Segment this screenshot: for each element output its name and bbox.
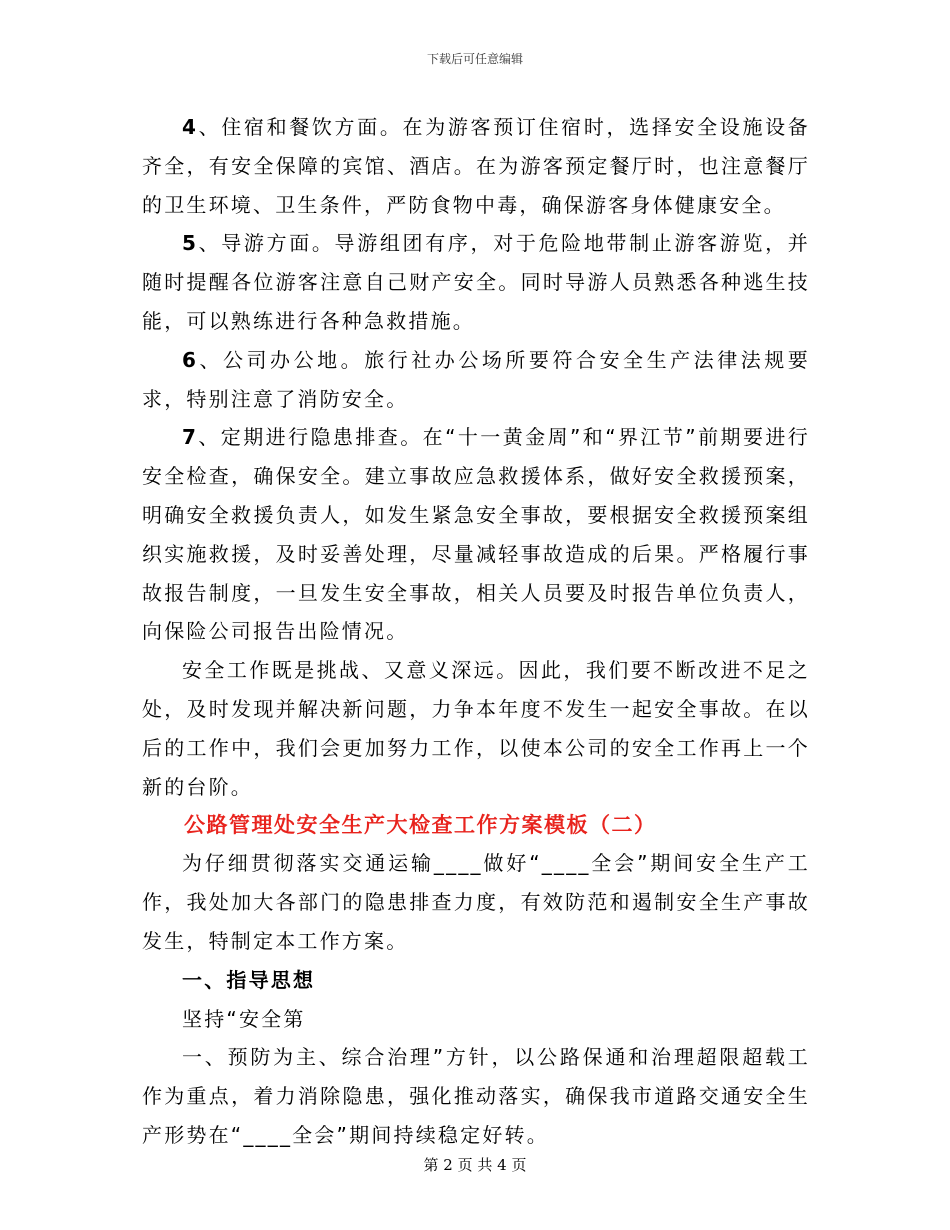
paragraph-text: 、公司办公地。旅行社办公场所要符合安全生产法律法规要求，特别注意了消防安全。 [142, 347, 810, 411]
item-number: 6 [182, 347, 199, 372]
paragraph-4 [142, 108, 810, 224]
paragraph-6 [142, 341, 810, 419]
paragraph-7 [142, 418, 810, 651]
paragraph-5 [142, 224, 810, 340]
document-body [142, 108, 810, 1155]
item-number: 5 [182, 231, 199, 256]
paragraph-conclusion [142, 651, 810, 806]
section-title: 公路管理处安全生产大检查工作方案模板（二） [184, 813, 657, 838]
paragraph-text: 、导游方面。导游组团有序，对于危险地带制止游客游览，并随时提醒各位游客注意自己财产安全。同时导游人员熟悉各种逃生技能，可以熟练进行各种急救措施。 [142, 231, 810, 333]
intro-paragraph: 为仔细贯彻落实交通运输____做好“____全会”期间安全生产工作，我处加大各部门的隐患排查力度，有效防范和遏制安全生产事故发生，特制定本工作方案。 [142, 851, 810, 953]
paragraph-text: 安全工作既是挑战、又意义深远。因此，我们要不断改进不足之处，及时发现并解决新问题，力争本年度不发生一起安全事故。在以后的工作中，我们会更加努力工作，以使本公司的安全工作再上一个新的台阶。 [142, 658, 810, 799]
item-number: 4 [182, 115, 199, 139]
page-header: 下载后可任意编辑 [426, 52, 523, 66]
paragraph-line-2: 一、预防为主、综合治理”方针，以公路保通和治理超限超载工作为重点，着力消除隐患，强化推动落实，确保我市道路交通安全生产形势在“____全会”期间持续稳定好转。 [142, 1045, 810, 1147]
item-number: 7 [182, 425, 199, 450]
paragraph-line-1: 坚持“安全第 [182, 1006, 306, 1031]
paragraph-text: 、定期进行隐患排查。在“十一黄金周”和“界江节”前期要进行安全检查，确保安全。建立事故应急救援体系，做好安全救援预案，明确安全救援负责人，如发生紧急安全事故，要根据安全救援预案组织实施救援，及时妥善处理，尽量减轻事故造成的后果。严格履行事故报告制度，一旦发生安全事故，相关人员要及时报告单位负责人，向保险公司报告出险情况。 [142, 425, 810, 644]
paragraph-text: 、住宿和餐饮方面。在为游客预订住宿时，选择安全设施设备齐全，有安全保障的宾馆、酒店。在为游客预定餐厅时，也注意餐厅的卫生环境、卫生条件，严防食物中毒，确保游客身体健康安全。 [142, 115, 810, 217]
heading-guiding-ideology: 一、指导思想 [182, 967, 316, 992]
page-footer: 第 2 页 共 4 页 [423, 1156, 527, 1174]
